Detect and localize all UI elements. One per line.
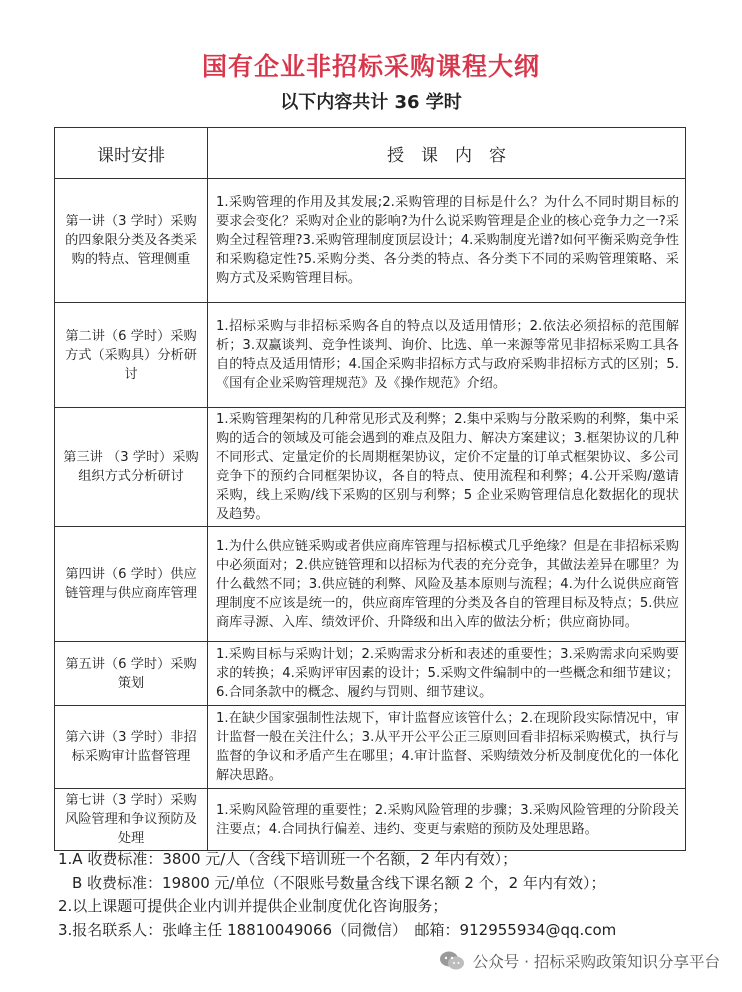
- fee-and-contact-info: [58, 848, 616, 942]
- table-header-row: [55, 128, 686, 179]
- header-schedule: 课时安排: [55, 128, 208, 179]
- wechat-watermark: [439, 950, 720, 972]
- table-row: [55, 303, 686, 408]
- watermark-text: 公众号 · 招标采购政策知识分享平台: [472, 953, 720, 971]
- table-row: [55, 408, 686, 527]
- row-schedule: 第七讲（3 学时）采购风险管理和争议预防及处理: [55, 789, 208, 851]
- row-content: 1.采购管理架构的几种常见形式及利弊；2.集中采购与分散采购的利弊，集中采购的适合的领域及可能会遇到的难点及阻力、解决方案建议；3.框架协议的几种不同形式、定量定价的长周期框架协议，定价不定量的订单式框架协议、多公司竞争下的预约合同框架协议，各自的特点、使用流程和利弊；4.公开采购/邀请采购，线上采购/线下采购的区别与利弊；5 企业采购管理信息化数据化的现状及趋势。: [208, 408, 686, 527]
- course-outline-table: [54, 127, 686, 851]
- row-schedule: 第三讲 （3 学时）采购组织方式分析研讨: [55, 408, 208, 527]
- row-content: 1.采购管理的作用及其发展;2.采购管理的目标是什么？为什么不同时期目标的要求会变化？采购对企业的影响?为什么说采购管理是企业的核心竞争力之一?采购全过程管理?3.采购管理制度顶层设计；4.采购制度光谱?如何平衡采购竞争性和采购稳定性?5.采购分类、各分类的特点、各分类下不同的采购管理策略、采购方式及采购管理目标。: [208, 179, 686, 303]
- row-content: 1.招标采购与非招标采购各自的特点以及适用情形；2.依法必须招标的范围解析；3.双赢谈判、竞争性谈判、询价、比选、单一来源等常见非招标采购工具各自的特点及适用情形；4.国企采购非招标方式与政府采购非招标方式的区别；5.《国有企业采购管理规范》及《操作规范》介绍。: [208, 303, 686, 408]
- inhouse-training-note: 2.以上课题可提供企业内训并提供企业制度优化咨询服务；: [58, 897, 448, 915]
- table-row: [55, 179, 686, 303]
- row-schedule: 第五讲（6 学时）采购策划: [55, 642, 208, 706]
- wechat-official-account-icon: [439, 950, 465, 972]
- row-content: 1.采购目标与采购计划；2.采购需求分析和表述的重要性；3.采购需求向采购要求的转换；4.采购评审因素的设计；5.采购文件编制中的一些概念和细节建议；6.合同条款中的概念、履约与罚则、细节建议。: [208, 642, 686, 706]
- row-schedule: 第一讲（3 学时）采购的四象限分类及各类采购的特点、管理侧重: [55, 179, 208, 303]
- row-schedule: 第二讲（6 学时）采购方式（采购具）分析研讨: [55, 303, 208, 408]
- document-subtitle: 以下内容共计 36 学时: [280, 92, 462, 113]
- contact-info: 3.报名联系人：张峰主任 18810049066（同微信） 邮箱：912955934@qq.com: [58, 920, 617, 939]
- fee-standard-b: B 收费标准：19800 元/单位（不限账号数量含线下课名额 2 个，2 年内有效）；: [72, 873, 606, 892]
- row-content: 1.采购风险管理的重要性；2.采购风险管理的步骤；3.采购风险管理的分阶段关注要点；4.合同执行偏差、违约、变更与索赔的预防及处理思路。: [208, 789, 686, 851]
- table-row: [55, 642, 686, 706]
- table-row: [55, 706, 686, 789]
- fee-standard-a: 1.A 收费标准：3800 元/人（含线下培训班一个名额，2 年内有效）；: [58, 850, 518, 868]
- document-title: 国有企业非招标采购课程大纲: [201, 52, 540, 81]
- table-row: [55, 789, 686, 851]
- row-schedule: 第六讲（3 学时）非招标采购审计监督管理: [55, 706, 208, 789]
- table-row: [55, 527, 686, 642]
- header-content: 授 课 内 容: [208, 128, 686, 179]
- row-content: 1.为什么供应链采购或者供应商库管理与招标模式几乎绝缘？但是在非招标采购中必须面对；2.供应链管理和以招标为代表的充分竞争，其做法差异在哪里？为什么截然不同；3.供应链的利弊、风险及基本原则与流程；4.为什么说供应商管理制度不应该是统一的，供应商库管理的分类及各自的管理目标及特点；5.供应商库寻源、入库、绩效评价、升降级和出入库的做法分析；供应商协同。: [208, 527, 686, 642]
- row-content: 1.在缺少国家强制性法规下，审计监督应该管什么；2.在现阶段实际情况中，审计监督一般在关注什么；3.从平开公平公正三原则回看非招标采购模式，执行与监督的争议和矛盾产生在哪里；4.审计监督、采购绩效分析及制度优化的一体化解决思路。: [208, 706, 686, 789]
- row-schedule: 第四讲（6 学时）供应链管理与供应商库管理: [55, 527, 208, 642]
